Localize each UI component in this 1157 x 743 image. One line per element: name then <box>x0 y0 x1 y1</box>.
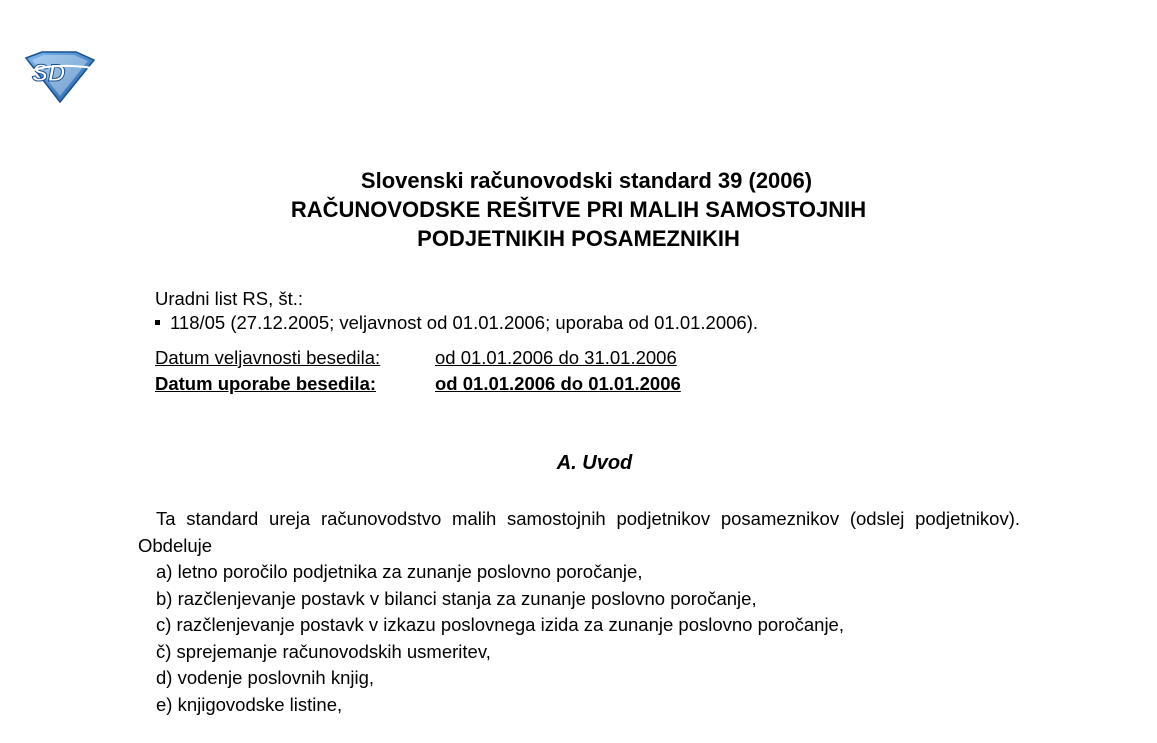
bullet-icon <box>155 320 160 325</box>
list-item: d) vodenje poslovnih knjig, <box>156 667 375 688</box>
validity-label: Datum veljavnosti besedila: <box>155 347 381 368</box>
list-item: č) sprejemanje računovodskih usmeritev, <box>156 640 491 662</box>
title-line-2: RAČUNOVODSKE REŠITVE PRI MALIH SAMOSTOJNIH <box>290 197 867 222</box>
sd-logo-icon <box>22 50 96 104</box>
gazette-entry: 118/05 (27.12.2005; veljavnost od 01.01.2006; uporaba od 01.01.2006). <box>170 312 759 333</box>
text-dates <box>155 345 681 397</box>
list-item: c) razčlenjevanje postavk v izkazu poslovnega izida za zunanje poslovno poročanje, <box>156 614 844 635</box>
gazette-label: Uradni list RS, št.: <box>155 288 304 309</box>
title-line-1: Slovenski računovodski standard 39 (2006) <box>360 168 813 193</box>
use-row <box>155 371 681 397</box>
intro-paragraph: Ta standard ureja računovodstvo malih samostojnih podjetnikov posameznikov (odslej podjetnikov). Obdeluje <box>138 508 1020 556</box>
validity-value: od 01.01.2006 do 31.01.2006 <box>435 347 677 368</box>
list-item: b) razčlenjevanje postavk v bilanci stanja za zunanje poslovno poročanje, <box>156 587 757 609</box>
body-text <box>138 506 1020 718</box>
section-title: A. Uvod <box>556 452 633 474</box>
use-value: od 01.01.2006 do 01.01.2006 <box>435 373 681 394</box>
gazette-info <box>155 287 758 335</box>
document-title <box>0 166 1157 253</box>
validity-row <box>155 345 681 371</box>
use-label: Datum uporabe besedila: <box>155 373 377 394</box>
list-item: e) knjigovodske listine, <box>156 693 343 715</box>
title-line-3: PODJETNIKIH POSAMEZNIKIH <box>417 226 740 251</box>
svg-text:SD: SD <box>32 60 66 87</box>
gazette-entry-row <box>155 311 758 335</box>
list-item: a) letno poročilo podjetnika za zunanje poslovno poročanje, <box>156 561 643 582</box>
